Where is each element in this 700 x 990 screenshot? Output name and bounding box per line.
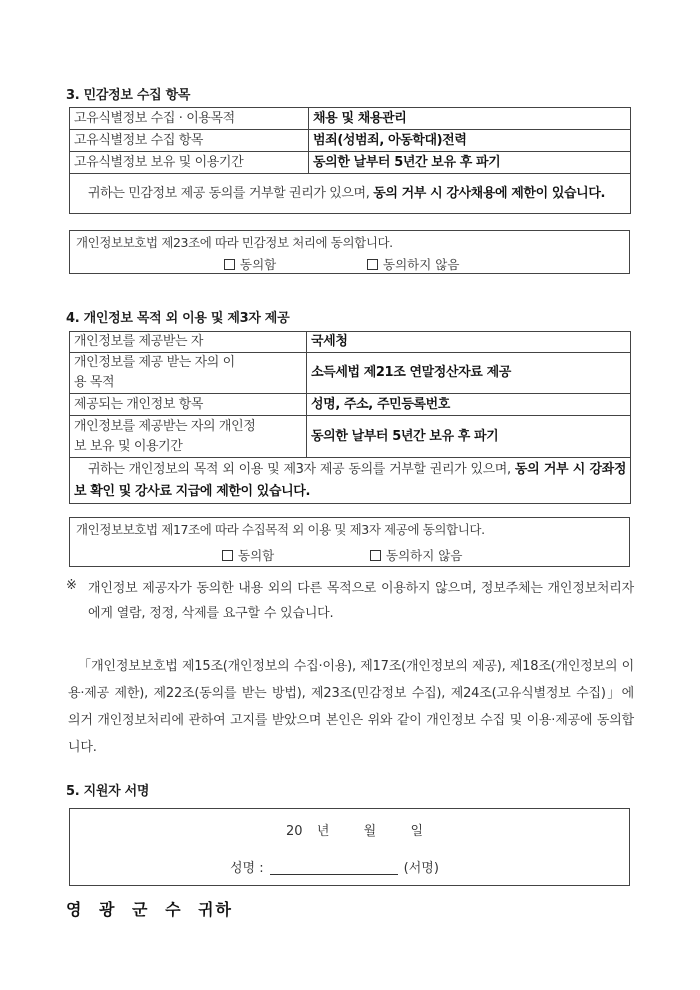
signature-box — [69, 808, 630, 886]
sensitive-info-table — [69, 107, 631, 214]
row-value: 동의한 날부터 5년간 보유 후 파기 — [307, 416, 631, 458]
table-row — [70, 394, 631, 416]
date-year-prefix: 20 — [286, 824, 303, 839]
disagree-option[interactable] — [370, 546, 462, 564]
row-label: 고유식별정보 보유 및 이용기간 — [70, 152, 309, 174]
date-day-label: 일 — [410, 824, 424, 839]
table-row — [70, 108, 631, 130]
row-label: 고유식별정보 수집 항목 — [70, 130, 309, 152]
checkbox-agree[interactable] — [224, 259, 235, 270]
table-row — [70, 416, 631, 458]
row-value: 소득세법 제21조 연말정산자료 제공 — [307, 353, 631, 394]
third-party-consent-box — [69, 517, 630, 567]
row-value: 동의한 날부터 5년간 보유 후 파기 — [309, 152, 631, 174]
date-year-label: 년 — [316, 824, 330, 839]
name-label: 성명 : — [230, 861, 264, 876]
agree-option[interactable] — [222, 546, 274, 564]
note-text: 개인정보 제공자가 동의한 내용 외의 다른 목적으로 이용하지 않으며, 정보주체는 개인정보처리자에게 열람, 정정, 삭제를 요구할 수 있습니다. — [88, 581, 634, 621]
checkbox-agree[interactable] — [222, 550, 233, 561]
table-row — [70, 152, 631, 174]
agree-label: 동의함 — [238, 548, 275, 563]
section3-heading: 3. 민감정보 수집 항목 — [66, 88, 191, 103]
note-mark: ※ — [66, 578, 77, 593]
disagree-label: 동의하지 않음 — [386, 548, 463, 563]
checkbox-disagree[interactable] — [370, 550, 381, 561]
sensitive-consent-box — [69, 230, 630, 274]
row-label: 개인정보를 제공받는 자 — [70, 332, 307, 353]
date-month-label: 월 — [363, 824, 377, 839]
table-row — [70, 353, 631, 394]
signature-field[interactable] — [270, 860, 398, 875]
notice-emphasis: 동의 거부 시 강좌정보 확인 및 강사료 지급에 제한이 있습니다. — [74, 461, 626, 499]
date-line — [286, 820, 423, 839]
notice-row — [70, 458, 631, 504]
row-label: 제공되는 개인정보 항목 — [70, 394, 307, 416]
row-label: 고유식별정보 수집 · 이용목적 — [70, 108, 309, 130]
third-party-table — [69, 331, 631, 504]
recipient-closing: 영 광 군 수 귀하 — [66, 900, 234, 919]
consent-statement: 개인정보보호법 제23조에 따라 민감정보 처리에 동의합니다. — [76, 235, 393, 250]
section4-heading: 4. 개인정보 목적 외 이용 및 제3자 제공 — [66, 311, 290, 326]
refusal-notice — [70, 458, 631, 504]
refusal-notice — [70, 174, 631, 214]
notice-row — [70, 174, 631, 214]
checkbox-disagree[interactable] — [367, 259, 378, 270]
disagree-option[interactable] — [367, 255, 459, 273]
notice-emphasis: 동의 거부 시 강사채용에 제한이 있습니다. — [373, 185, 606, 201]
row-label: 개인정보를 제공받는 자의 개인정보 보유 및 이용기간 — [70, 416, 307, 458]
table-row — [70, 332, 631, 353]
row-value: 국세청 — [307, 332, 631, 353]
section5-heading: 5. 지원자 서명 — [66, 784, 150, 799]
row-value: 범죄(성범죄, 아동학대)전력 — [309, 130, 631, 152]
declaration-paragraph: 「개인정보보호법 제15조(개인정보의 수집·이용), 제17조(개인정보의 제공), 제18조(개인정보의 이용·제공 제한), 제22조(동의를 받는 방법), 제23조(민감정보 수집), 제24조(고유식별정보 수집)」에 의거 개인정보처리에 관하여 고지를 받았으며 본인은 위와 같이 개인정보 수집 및 이용·제공에 동의합니다. — [68, 659, 634, 755]
agree-label: 동의함 — [240, 257, 277, 272]
row-value: 성명, 주소, 주민등록번호 — [307, 394, 631, 416]
signature-line — [230, 857, 439, 876]
row-label: 개인정보를 제공 받는 자의 이용 목적 — [70, 353, 307, 394]
agree-option[interactable] — [224, 255, 276, 273]
consent-statement: 개인정보보호법 제17조에 따라 수집목적 외 이용 및 제3자 제공에 동의합니다. — [76, 522, 485, 537]
sign-label: (서명) — [403, 861, 439, 876]
row-value: 채용 및 채용관리 — [309, 108, 631, 130]
notice-text: 귀하는 민감정보 제공 동의를 거부할 권리가 있으며, — [88, 185, 374, 201]
table-row — [70, 130, 631, 152]
notice-text: 귀하는 개인정보의 목적 외 이용 및 제3자 제공 동의를 거부할 권리가 있으며, — [88, 461, 515, 477]
disagree-label: 동의하지 않음 — [383, 257, 460, 272]
